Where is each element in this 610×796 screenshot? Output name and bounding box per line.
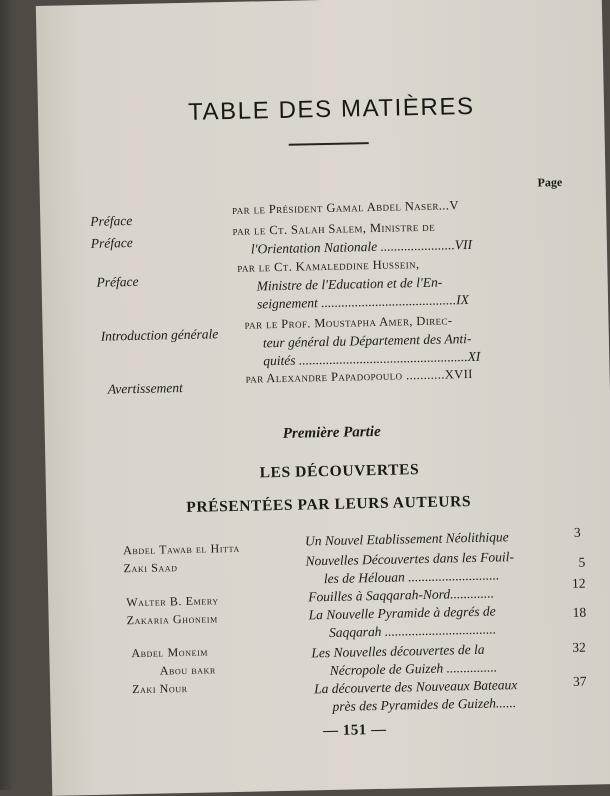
entry-label: Préface [90, 235, 133, 251]
page-column-header: Page [537, 175, 563, 190]
section-title: LES DÉCOUVERTES [259, 461, 420, 482]
title-rule [289, 142, 369, 146]
article-author: Zakaria Ghoneim [126, 611, 218, 628]
entry-label: Introduction générale [100, 326, 219, 344]
article-author: Abou bakr [159, 662, 217, 678]
article-title: Nouvelles Découvertes dans les Fouil- [305, 549, 515, 569]
article-author: Zaki Nour [131, 680, 188, 697]
article-page: 18 [572, 604, 587, 620]
article-page: 12 [571, 575, 586, 591]
article-author: Abdel Moneim [131, 644, 209, 661]
entry-text: par le Ct. Salah Salem, Ministre de [232, 219, 436, 238]
entry-label: Avertissement [107, 380, 183, 397]
entry-text: seignement ........................................IX [256, 292, 470, 312]
entry-text: Ministre de l'Education et de l'En- [256, 274, 443, 294]
article-title: les de Hélouan ........................... [323, 567, 500, 587]
article-page: 32 [572, 639, 586, 655]
entry-label: Préface [90, 213, 133, 229]
entry-text: teur général du Département des Anti- [262, 330, 472, 351]
article-title: La Nouvelle Pyramide à degrés de [308, 603, 496, 623]
entry-text: quités ..................................................XI [263, 348, 481, 369]
article-title: Les Nouvelles découvertes de la [311, 641, 485, 661]
entry-text: par le Président Gamal Abdel Naser...V [231, 198, 459, 217]
entry-text: par le Prof. Moustapha Amer, Direc- [244, 313, 453, 332]
entry-text: par Alexandre Papadopoulo ...........XVII [245, 366, 473, 386]
show-through [456, 6, 597, 69]
book-edge [0, 0, 14, 790]
article-author: Abdel Tawab el Hitta [123, 540, 240, 558]
part-title: Première Partie [282, 423, 381, 442]
article-title: Nécropole de Guizeh ............... [329, 659, 498, 679]
section-title: PRÉSENTÉES PAR LEURS AUTEURS [186, 493, 472, 516]
article-page: 3 [573, 524, 581, 540]
article-title: La découverte des Nouveaux Bateaux [313, 677, 518, 697]
entry-text: par le Ct. Kamaleddine Hussein, [237, 257, 420, 275]
book-page [36, 0, 610, 796]
article-title: Fouilles à Saqqarah-Nord............. [308, 585, 495, 605]
article-author: Zaki Saad [123, 560, 178, 576]
page-title: TABLE DES MATIÈRES [187, 92, 475, 126]
article-author: Walter B. Emery [126, 593, 219, 610]
entry-text: l'Orientation Nationale ......................VII [250, 236, 473, 257]
article-page: 5 [578, 554, 586, 570]
article-title: Saqqarah ................................. [328, 621, 497, 641]
page-number: — 151 — [322, 721, 387, 740]
entry-label: Préface [96, 273, 139, 290]
article-page: 37 [572, 673, 587, 689]
article-title: Un Nouvel Etablissement Néolithique [304, 529, 509, 549]
article-title: près des Pyramides de Guizeh...... [332, 695, 517, 714]
